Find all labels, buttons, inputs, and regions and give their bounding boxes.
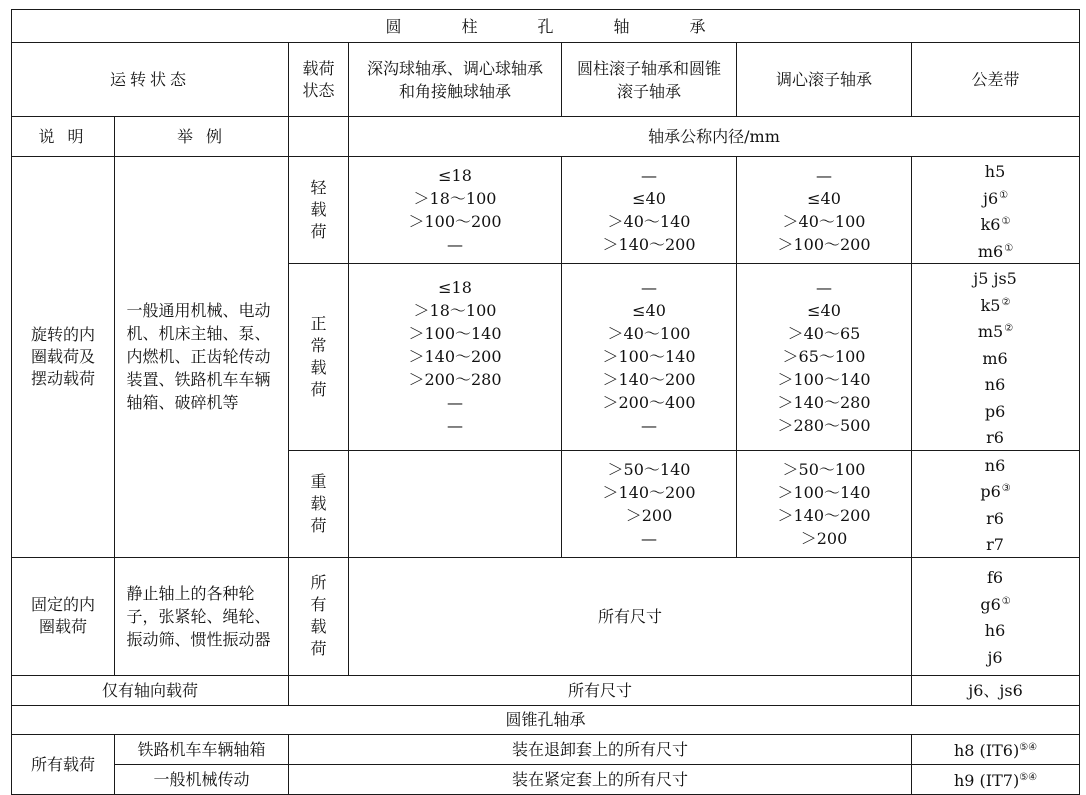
fixed-size: 所有尺寸 [349,557,912,675]
fixed-tolerance-list [912,557,1080,675]
fixed-description: 固定的内圈载荷 [12,557,115,675]
axial-size: 所有尺寸 [289,675,912,705]
axial-tolerance: j6、js6 [912,675,1080,705]
tolerance-item: f6 [986,568,1004,587]
normal-load-label: 正常载荷 [289,264,349,451]
light-load-label: 轻载荷 [289,157,349,264]
normal-deep-groove-ranges: ≤18 ＞18～100 ＞100～140 ＞140～200 ＞200～280 — — [349,264,562,451]
fixed-load-label: 所有载荷 [289,557,349,675]
heavy-deep-groove-ranges [349,450,562,557]
header-spherical-roller: 调心滚子轴承 [737,43,912,117]
axial-load-label: 仅有轴向载荷 [12,675,289,705]
tolerance-item: r7 [986,535,1004,554]
fixed-example: 静止轴上的各种轮子，张紧轮、绳轮、振动筛、惯性振动器 [115,557,289,675]
normal-spherical-roller-ranges: — ≤40 ＞40～65 ＞65～100 ＞100～140 ＞140～280 ＞280～500 [737,264,912,451]
normal-tolerance-list [912,264,1080,451]
header-operating-state: 运转状态 [12,43,289,117]
tolerance-item: n6 [984,455,1006,475]
tapered-example-railway: 铁路机车车辆轴箱 [115,734,289,764]
tapered-tolerance-h9: h9 (IT7)⑤④ [912,764,1080,794]
tolerance-item: g6① [980,594,1011,614]
tolerance-item: k5② [980,295,1011,315]
tolerance-item: m6 [982,348,1008,368]
light-tolerance-list [912,157,1080,264]
tolerance-item: r6 [986,508,1004,528]
tolerance-item: j6① [982,188,1009,208]
tolerance-item: m5② [977,322,1014,341]
tapered-all-loads: 所有载荷 [12,734,115,794]
bearing-tolerance-table [11,9,1080,795]
rotating-example: 一般通用机械、电动机、机床主轴、泵、内燃机、正齿轮传动装置、铁路机车车辆轴箱、破碎机等 [115,157,289,558]
light-spherical-roller-ranges: — ≤40 ＞40～100 ＞100～200 [737,157,912,264]
tapered-example-general: 一般机械传动 [115,764,289,794]
heavy-spherical-roller-ranges: ＞50～100 ＞100～140 ＞140～200 ＞200 [737,450,912,557]
normal-cylindrical-roller-ranges: — ≤40 ＞40～100 ＞100～140 ＞140～200 ＞200～400 — [562,264,737,451]
tapered-size-adapter-sleeve: 装在紧定套上的所有尺寸 [289,764,912,794]
tolerance-item: p6③ [980,482,1011,501]
heavy-tolerance-list [912,450,1080,557]
tolerance-item: p6 [984,401,1006,421]
tapered-tolerance-h8: h8 (IT6)⑤④ [912,734,1080,764]
header-example: 举 例 [115,117,289,157]
header-nominal-bore: 轴承公称内径/mm [349,117,1080,157]
cylindrical-bore-title: 圆柱孔轴承 [12,10,1080,43]
tolerance-item: h5 [984,162,1006,181]
tapered-size-withdrawal-sleeve: 装在退卸套上的所有尺寸 [289,734,912,764]
rotating-description: 旋转的内圈载荷及摆动载荷 [12,157,115,558]
header-deep-groove-ball: 深沟球轴承、调心球轴承和角接触球轴承 [349,43,562,117]
heavy-cylindrical-roller-ranges: ＞50～140 ＞140～200 ＞200 — [562,450,737,557]
header-cylindrical-roller: 圆柱滚子轴承和圆锥滚子轴承 [562,43,737,117]
light-cylindrical-roller-ranges: — ≤40 ＞40～140 ＞140～200 [562,157,737,264]
header-load-state: 载荷状态 [289,43,349,117]
light-deep-groove-ranges: ≤18 ＞18～100 ＞100～200 — [349,157,562,264]
tolerance-item: n6 [984,375,1006,394]
tolerance-item: h6 [984,621,1006,640]
tolerance-item: k6① [980,215,1011,234]
header-tolerance-zone: 公差带 [912,43,1080,117]
tolerance-item: j6 [987,647,1003,667]
tolerance-item: j5 js5 [973,269,1017,288]
heavy-load-label: 重载荷 [289,450,349,557]
header-empty-cell [289,117,349,157]
tapered-bore-title: 圆锥孔轴承 [12,705,1080,734]
tolerance-item: m6① [977,241,1014,261]
header-description: 说 明 [12,117,115,157]
tolerance-item: r6 [986,428,1004,447]
